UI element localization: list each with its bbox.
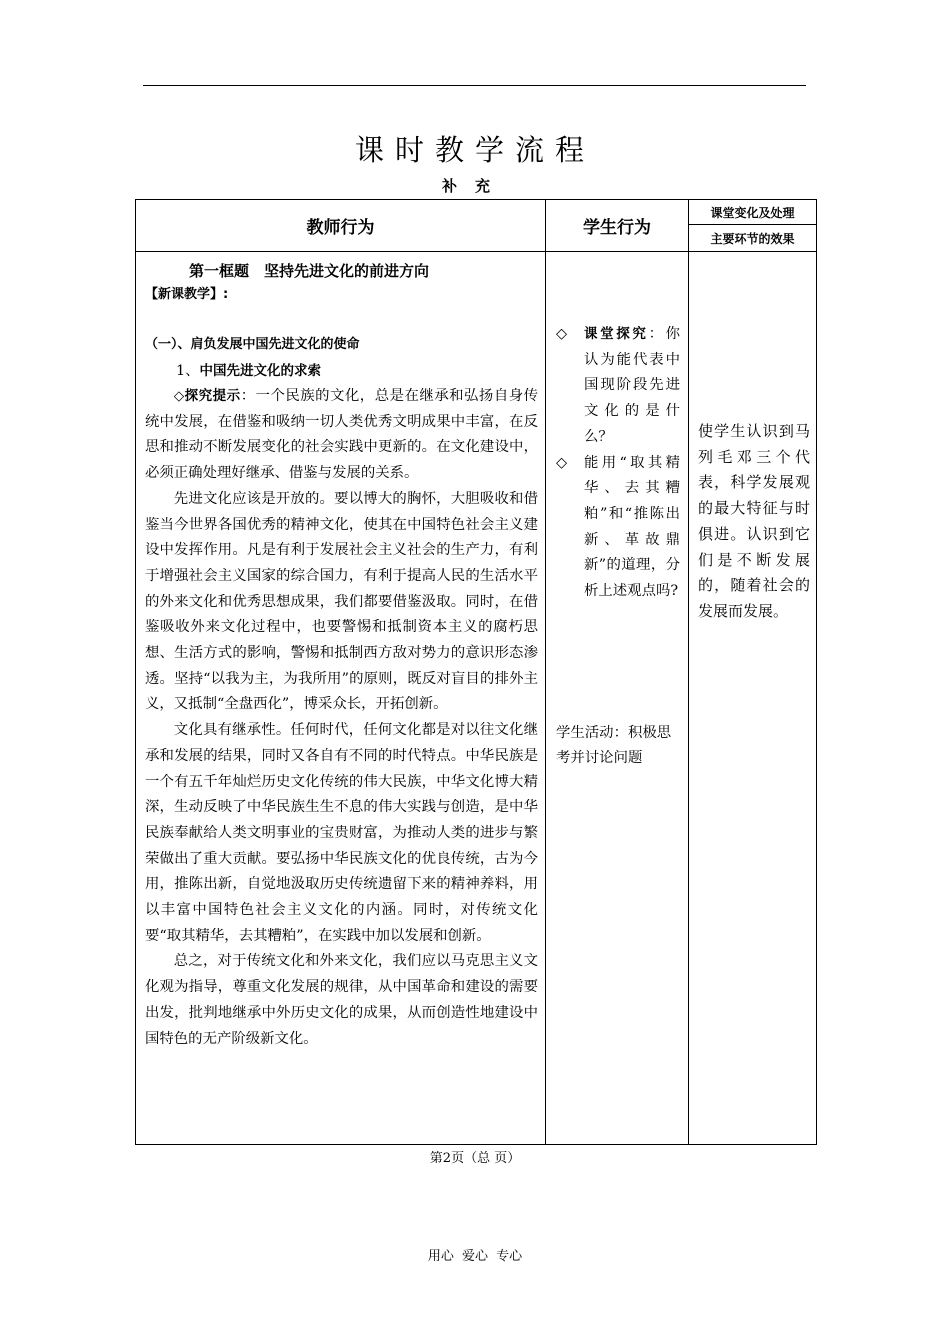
student-activity: 学生活动：积极思考并讨论问题 bbox=[556, 724, 672, 767]
diamond-icon: ◇ bbox=[556, 326, 568, 342]
top-rule bbox=[143, 85, 806, 86]
page-number: 第2页（总 页） bbox=[429, 1151, 521, 1166]
header-student-behavior: 学生行为 bbox=[546, 200, 689, 252]
hint-text: ：一个民族的文化，总是在继承和弘扬自身传统中发展，在借鉴和吸纳一切人类优秀文明成果中丰富，在反思和推动不断发展变化的社会实践中更新的。在文化建设中，必须正确处理好继承、借鉴与发展的关系。 bbox=[145, 388, 538, 482]
inquiry-label: 课堂探究 bbox=[584, 326, 649, 342]
header-class-changes: 课堂变化及处理 bbox=[689, 200, 817, 225]
subsection-number: 1、 bbox=[176, 363, 200, 379]
page-title: 课时教学流程 bbox=[354, 133, 595, 167]
lesson-flow-table bbox=[135, 199, 817, 1145]
effect-cell bbox=[689, 252, 817, 1145]
inquiry-text: ：你认为能代表中国现阶段先进文化的是什么？ bbox=[584, 326, 680, 445]
inquiry-text: 能用“取其精华、去其糟粕”和“推陈出新、革故鼎新”的道理，分析上述观点吗? bbox=[584, 454, 680, 600]
footer-motto: 用心 爱心 专心 bbox=[427, 1249, 523, 1264]
page-subtitle: 补充 bbox=[441, 177, 508, 195]
section-heading: （一）、肩负发展中国先进文化的使命 bbox=[145, 337, 360, 352]
lesson-title: 第一框题 坚持先进文化的前进方向 bbox=[189, 262, 430, 280]
inquiry-question-2 bbox=[556, 451, 680, 605]
subsection-heading bbox=[145, 358, 538, 384]
header-teacher-behavior: 教师行为 bbox=[136, 200, 546, 252]
paragraph-heritage: 文化具有继承性。任何时代，任何文化都是对以往文化继承和发展的结果，同时又各自有不同的时代特点。中华民族是一个有五千年灿烂历史文化传统的伟大民族，中华文化博大精深，生动反映了中华民族生生不息的伟大实践与创造，是中华民族奉献给人类文明事业的宝贵财富，为推动人类的进步与繁荣做出了重大贡献。要弘扬中华民族文化的优良传统，古为今用，推陈出新，自觉地汲取历史传统遗留下来的精神养料，用以丰富中国特色社会主义文化的内涵。同时，对传统文化要“取其精华，去其糟粕”，在实践中加以发展和创新。 bbox=[145, 722, 538, 944]
paragraph-conclusion: 总之，对于传统文化和外来文化，我们应以马克思主义文化观为指导，尊重文化发展的规律，从中国革命和建设的需要出发，批判地继承中外历史文化的成果，从而创造性地建设中国特色的无产阶级新文化。 bbox=[145, 953, 538, 1047]
hint-label: ◇探究提示 bbox=[173, 388, 241, 404]
subsection-title: 中国先进文化的求索 bbox=[199, 363, 322, 379]
effect-text: 使学生认识到马列毛邓三个代表，科学发展观的最大特征与时俱进。认识到它们是不断发展的，随着社会的发展而发展。 bbox=[698, 422, 810, 620]
new-lesson-heading: 【新课教学】: bbox=[145, 287, 229, 302]
student-behavior-cell bbox=[546, 252, 689, 1145]
hint-paragraph bbox=[145, 384, 538, 487]
paragraph-open-culture: 先进文化应该是开放的。要以博大的胸怀，大胆吸收和借鉴当今世界各国优秀的精神文化，使其在中国特色社会主义建设中发挥作用。凡是有利于发展社会主义社会的生产力，有利于增强社会主义国家的综合国力，有利于提高人民的生活水平的外来文化和优秀思想成果，我们都要借鉴汲取。同时，在借鉴吸收外来文化过程中，也要警惕和抵制资本主义的腐朽思想、生活方式的影响，警惕和抵制西方敌对势力的意识形态渗透。坚持“以我为主，为我所用”的原则，既反对盲目的排外主义，又抵制“全盘西化”，博采众长，开拓创新。 bbox=[145, 490, 538, 713]
inquiry-question-1 bbox=[556, 322, 680, 451]
diamond-icon: ◇ bbox=[556, 454, 568, 471]
teacher-behavior-cell bbox=[136, 252, 546, 1145]
header-key-effects: 主要环节的效果 bbox=[689, 225, 817, 252]
